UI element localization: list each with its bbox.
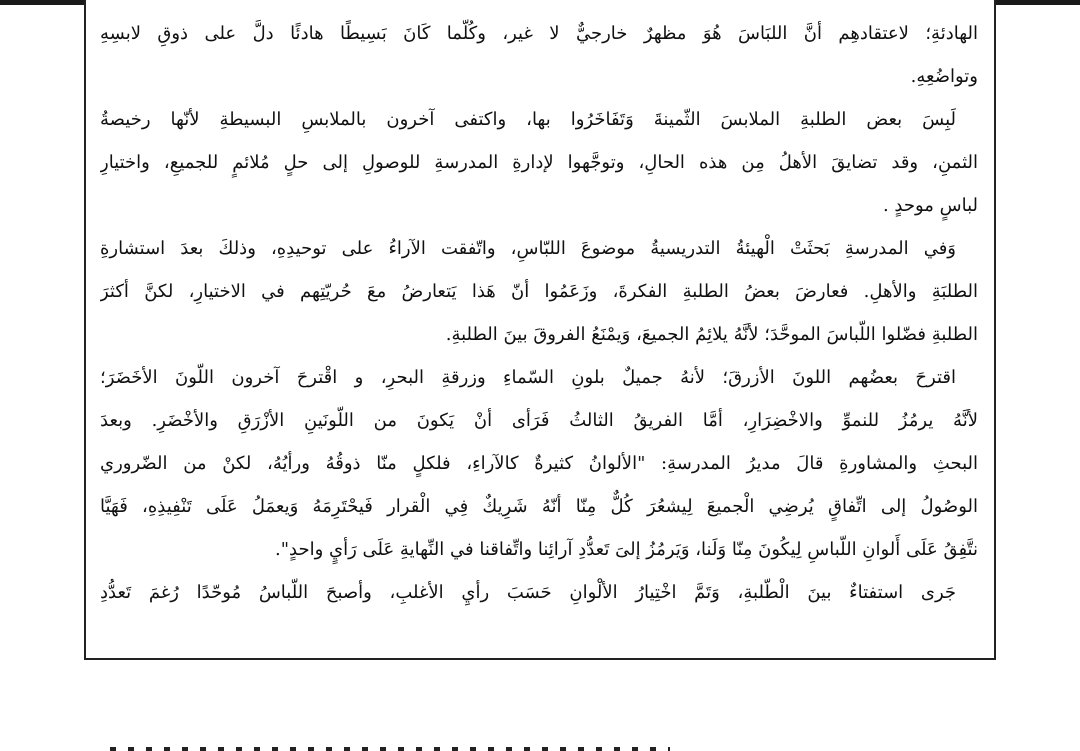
text-line: الثمنِ، وقد تضايقَ الأهلُ مِن هذه الحالِ، وتوجَّهوا لإدارةِ المدرسةِ للوصولِ إلى حلٍ مُلائمٍ للجميعِ، واختيارِ (100, 152, 978, 173)
text-line: الهادئةِ؛ لاعتقادهِم أنَّ اللبَاسَ هُوَ مظهرٌ خارجيٌّ لا غير، وكُلّما كَانَ بَسِيطًا هادئًا دلَّ على ذوقِ لابسِهِ (100, 23, 978, 44)
text-line: الطلبةِ فضّلوا اللّباسَ الموحَّدَ؛ لأنَّهُ يلائِمُ الجميعَ، وَيمْنَعُ الفروقَ بينَ الطلبةِ. (445, 324, 978, 345)
paragraph-start-line: اقترحَ بعضُهم اللونَ الأزرقَ؛ لأنهُ جميلٌ بلونِ السّماءِ وزرقةِ البحرِ، و اقْترحَ آخرون اللّونَ الأخَضَرَ؛ (100, 367, 956, 388)
cut-off-text-marks (110, 747, 670, 751)
text-line: نتَّفِقُ عَلَى أَلوانِ اللّباسِ لِيكُونَ مِنّا وَلَنا، وَيَرمُزُ إلىَ تَعدُّدِ آرائِنا واتِّفاقنا في النِّهايةِ عَلَى رَأيٍ واحدٍ". (275, 539, 978, 560)
paragraph-start-line: جَرى استفتاءٌ بينَ الْطّلبةِ، وَتَمَّ اخْتِيارُ الألْوانِ حَسَبَ رأيِ الأغلبِ، وأصبحَ اللّباسُ مُوحّدًا رُغمَ تَعدُّدِ (100, 582, 957, 603)
paragraph-start-line: لَبِسَ بعض الطلبةِ الملابسَ الثّمينةَ وَتَفَاخَرُوا بها، واكتفى آخرون بالملابسِ البسيطةِ لأنّها رخيصةُ (100, 109, 956, 130)
paragraph-start-line: وَفي المدرسةِ بَحثَتْ الْهيئةُ التدريسيةُ موضوعَ اللبّاسِ، واتّفقت الآراءُ على توحيدِهِ، وذلكَ بعدَ استشارةِ (100, 238, 956, 259)
text-line: الطلبَةِ والأهلِ. فعارضَ بعضُ الطلبةِ الفكرةَ، وزَعَمُوا أنّ هَذا يَتعارضُ معَ حُريّتِهم في الاختيارِ، لكنَّ أكثرَ (100, 281, 978, 302)
text-line: البحثِ والمشاورةِ قالَ مديرُ المدرسةِ: "الألوانُ كثيرةٌ كالآراءِ، فلكلٍ منّا ذوقُهُ ورأيُهُ، لكنْ من الضّروري (100, 453, 978, 474)
text-line: وتواضُعِهِ. (910, 66, 978, 87)
document-page (84, 0, 996, 660)
text-line: لأنَّهُ يرمُزُ للنموِّ والاخْضِرَارِ، أمَّا الفريقُ الثالثُ فَرَأى أنْ يَكونَ من اللّونَينِ الأزْرَقِ والأخْضَرِ. وبعدَ (100, 410, 978, 431)
text-line: الوصُولُ إلى اتِّفاقٍ يُرضِي الْجميعَ لِيشعُرَ كُلٌّ مِنّا أنّهُ شَرِيكٌ فِي الْقرار فَيحْتَرِمَهُ وَيعمَلُ عَلَى تَنْفِيذِهِ، فَهَيَّا (100, 496, 978, 517)
text-line: لباسٍ موحدٍ . (882, 195, 978, 216)
next-page-cut-text (0, 744, 1080, 751)
document-body-text (100, 12, 978, 614)
